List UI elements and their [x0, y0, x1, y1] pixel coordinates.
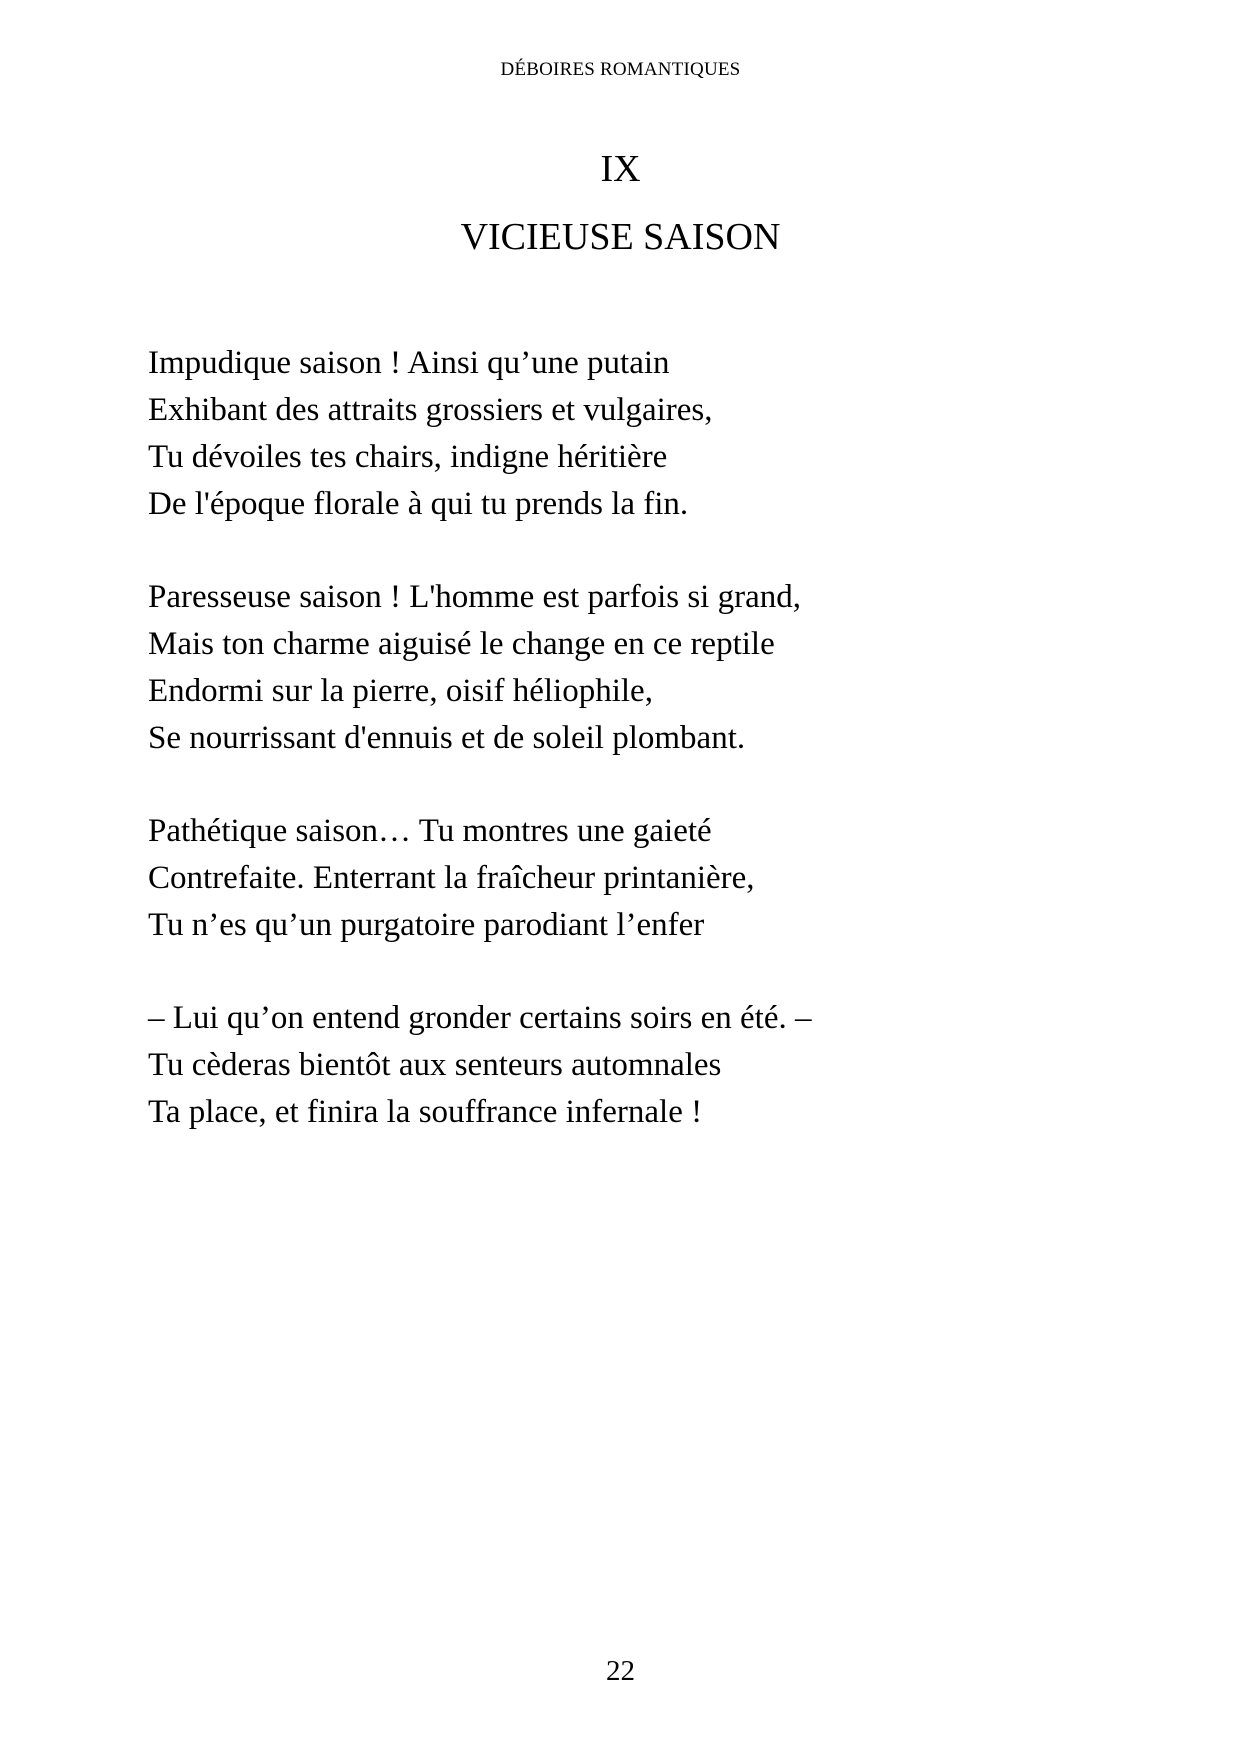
- verse-line: Se nourrissant d'ennuis et de soleil plombant.: [148, 720, 746, 756]
- stanza-1: [148, 340, 1148, 528]
- verse-line: Tu cèderas bientôt aux senteurs automnales: [148, 1047, 722, 1083]
- verse-line: Ta place, et finira la souffrance infernale !: [148, 1094, 703, 1130]
- stanza-2: [148, 574, 1148, 762]
- verse-line: Exhibant des attraits grossiers et vulgaires,: [148, 392, 713, 428]
- stanza-4: [148, 995, 1148, 1136]
- chapter-number: IX: [600, 148, 641, 190]
- verse-line: Mais ton charme aiguisé le change en ce reptile: [148, 626, 775, 662]
- verse-line: Pathétique saison… Tu montres une gaieté: [148, 813, 712, 849]
- verse-line: De l'époque florale à qui tu prends la fin.: [148, 486, 689, 522]
- verse-line: Tu dévoiles tes chairs, indigne héritière: [148, 439, 668, 475]
- verse-line: Tu n’es qu’un purgatoire parodiant l’enfer: [148, 907, 705, 943]
- verse-line: Endormi sur la pierre, oisif héliophile,: [148, 673, 653, 709]
- stanza-3: [148, 808, 1148, 949]
- verse-line: Paresseuse saison ! L'homme est parfois si grand,: [148, 579, 801, 615]
- chapter-title: VICIEUSE SAISON: [460, 216, 781, 258]
- verse-line: – Lui qu’on entend gronder certains soirs en été. –: [148, 1000, 812, 1036]
- stanza-separator: [148, 762, 1148, 808]
- page-number: 22: [606, 1655, 635, 1687]
- running-header: DÉBOIRES ROMANTIQUES: [500, 59, 741, 80]
- stanza-separator: [148, 949, 1148, 995]
- verse-line: Contrefaite. Enterrant la fraîcheur printanière,: [148, 860, 755, 896]
- stanza-separator: [148, 528, 1148, 574]
- poem-body: [148, 340, 1148, 1136]
- verse-line: Impudique saison ! Ainsi qu’une putain: [148, 345, 670, 381]
